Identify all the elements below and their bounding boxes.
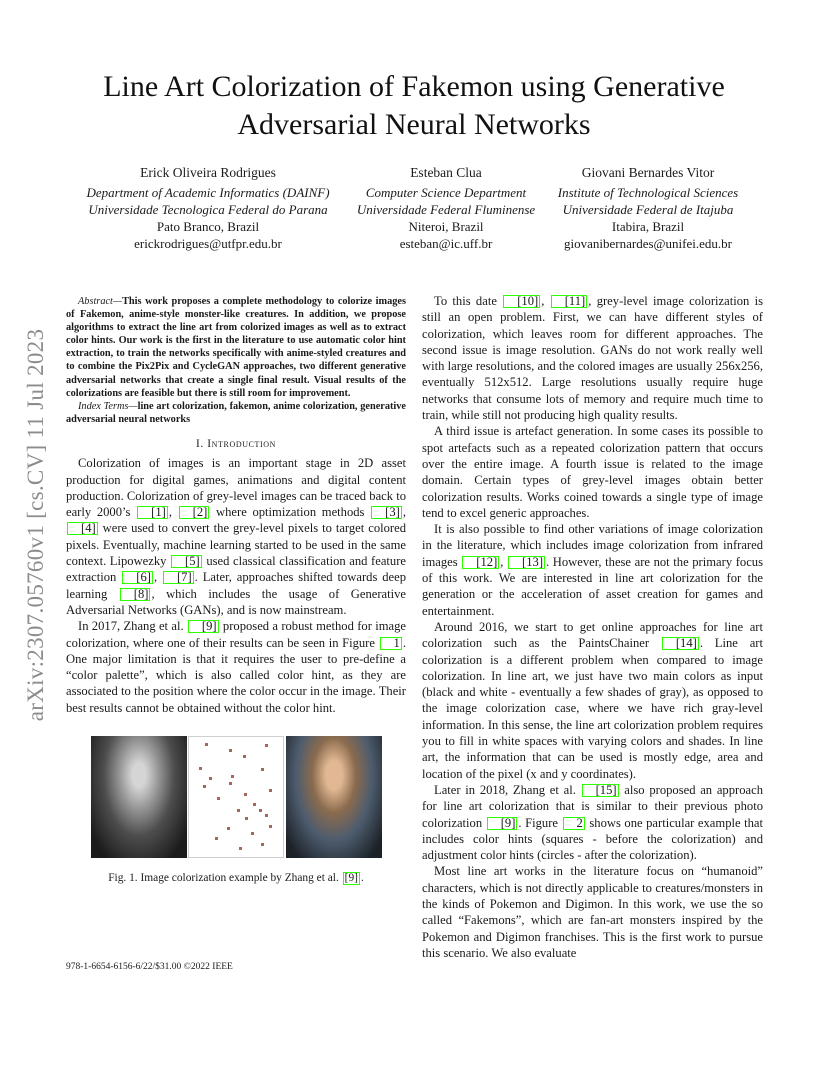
author-institution: Universidade Federal Fluminense xyxy=(356,202,536,217)
text-run: . However, these are not the primary focus of this work. We are interested in line art colorization for the generation or the acceleration of asset creation for games and entertainment. xyxy=(422,554,763,618)
citation-number: 9 xyxy=(348,871,355,884)
text-run: also proposed an approach for line art colorization that is similar to their previous photo colorization xyxy=(422,782,763,830)
citation-link[interactable]: [10] xyxy=(503,295,540,308)
colorized-photo xyxy=(286,736,382,858)
color-hint xyxy=(269,825,272,828)
author-block-2 xyxy=(350,164,542,252)
author-email: giovanibernardes@unifei.edu.br xyxy=(564,236,732,251)
figure-link[interactable]: 2 xyxy=(563,817,585,830)
grayscale-photo xyxy=(91,736,187,858)
color-hint xyxy=(239,847,242,850)
author-email: erickrodrigues@utfpr.edu.br xyxy=(134,236,282,251)
paragraph xyxy=(422,619,763,782)
citation-number: 2 xyxy=(196,505,204,520)
figure-1 xyxy=(66,727,406,897)
text-run: where optimization methods xyxy=(210,505,371,520)
author-institution: Universidade Federal de Itajuba xyxy=(562,202,734,217)
citation-number: 5 xyxy=(189,554,196,569)
color-hint xyxy=(261,843,264,846)
index-terms xyxy=(66,400,406,426)
citation-number: 12 xyxy=(480,554,494,569)
paragraph: Colorization of images is an important stage in 2D asset production for digital games, animations and digital content production. Colorization of grey-level images can be traced back to early 2000’s [1] , [2] where optimization methods [3] , [4] were used to convert the grey-level pixels to target colored pixels. Eventually, machine learning started to be used in the same context. Lipowezky [5] used classical classification and feature extraction [6] , [7] . Later, approaches shifted towards deep learning [8] , which includes the usage of Generative Adversarial Networks (GANs), and is now mainstream. xyxy=(66,456,406,617)
citation-link[interactable]: [9] xyxy=(487,817,518,830)
citation-link[interactable]: [6] xyxy=(122,571,153,584)
author-name: Esteban Clua xyxy=(410,165,482,180)
citation-number: 6 xyxy=(140,570,147,585)
section-heading: I. Introduction xyxy=(195,437,277,450)
abstract xyxy=(66,295,406,400)
caption-text: Fig. 1. Image colorization example by Zhang et al. xyxy=(108,871,342,884)
copyright-footer: 978-1-6654-6156-6/22/$31.00 ©2022 IEEE xyxy=(66,962,233,972)
left-column xyxy=(66,295,406,897)
citation-number: 8 xyxy=(137,586,145,601)
text-run: . Later, approaches shifted towards deep learning xyxy=(66,570,406,601)
citation-link[interactable]: [11] xyxy=(551,295,588,308)
author-dept: Department of Academic Informatics (DAINF) xyxy=(86,185,330,200)
color-hint xyxy=(243,755,246,758)
author-block-3 xyxy=(548,164,748,252)
citation-link[interactable]: [9] xyxy=(188,620,219,633)
index-terms-text: line art colorization, fakemon, anime colorization, generative adversarial neural networks xyxy=(66,400,406,425)
citation-link[interactable]: [9] xyxy=(344,871,358,884)
author-location: Itabira, Brazil xyxy=(611,219,685,234)
color-hint xyxy=(251,832,254,835)
color-hint xyxy=(259,809,262,812)
citation-link[interactable]: [14] xyxy=(662,637,699,650)
figure-link[interactable]: 1 xyxy=(380,637,402,650)
citation-link[interactable]: [4] xyxy=(67,522,98,535)
paper-title: Line Art Colorization of Fakemon using Generative Adversarial Neural Networks xyxy=(103,70,725,141)
citation-link[interactable]: [8] xyxy=(120,588,151,601)
paragraph: Most line art works in the literature focus on “humanoid” characters, which is not directly applicable to creatures/monsters in the kinds of Pokemon and Digimon. In this work, we use the so called “Fakemons”, which are fan-art monsters inspired by the Pokemon and Digimon franchises. This is the first work to pursue this scenario. We also evaluate xyxy=(422,864,763,960)
text-run: . One major limitation is that it requires the user to pre-define a “color palette”, which is also called color hint, as they are associated to the position where the color occur in the image. Their best results cannot be obtained without the color hint. xyxy=(66,635,406,715)
color-hint xyxy=(231,775,234,778)
color-hint xyxy=(261,768,264,771)
paragraph: To this date [10] , [11] , grey-level image colorization is still an open problem. First, we can have different styles of colorization, which leaves room for different approaches. The second issue is image resolution. GANs do not work really well with large resolutions, and the colored images are usually 256x256, eventually 512x512. Large resolutions usually require huge networks that consume lots of memory and require much time to train, while still not producing high quality results. xyxy=(422,294,763,423)
citation-number: 10 xyxy=(521,294,535,308)
text-run: , which includes the usage of Generative Adversarial Networks (GANs), and is now mainstream. xyxy=(66,586,406,617)
color-hint-map xyxy=(188,736,284,858)
color-hint xyxy=(229,782,232,785)
text-run: . Line art colorization is a different problem when compared to image colorization. In line art, we just have two main colors as input (black and white - eventually a few shades of gray), as opposed to the image colorization case, where we have rich gray-level information. In this sense, the line art colorization problem requires you to fill in white spaces with varying colors and shades. In line art, the information that can be used is mostly edge, area and location of the pixel (x and y coordinates). xyxy=(422,636,763,781)
citation-number: 1 xyxy=(155,505,162,520)
text-run: shows one particular example that includes color hints (squares - before the colorization) and adjustment color hints (circles - after the colorization). xyxy=(422,815,764,863)
text-run: In 2017, Zhang et al. xyxy=(78,619,187,634)
citation-number: 15 xyxy=(599,782,613,797)
citation-number: 9 xyxy=(206,619,213,634)
citation-number: 13 xyxy=(526,554,539,569)
citation-number: 9 xyxy=(504,815,512,830)
color-hint xyxy=(199,767,202,770)
text-run: Colorization of images is an important stage in 2D asset production for digital games, animations and digital content production. Colorization of grey-level images can be traced back to early 2000’s xyxy=(66,456,406,520)
color-hint xyxy=(253,803,256,806)
text-run: were used to convert the grey-level pixels to target colored pixels. Eventually, machine learning started to be used in the same context. Lipowezky xyxy=(66,521,406,569)
paragraph: A third issue is artefact generation. In some cases its possible to spot artefacts such as a repeated colorization pattern that occurs over the entire image. A fourth issue is related to the image domain. Certain types of grey-level images obtain better colorization results. Works coined towards a single type of image tend to excel generic approaches. xyxy=(422,424,763,520)
author-name: Erick Oliveira Rodrigues xyxy=(140,165,276,180)
text-run: proposed a robust method for image colorization, where one of their results can be seen in Figure xyxy=(66,619,406,650)
color-hint xyxy=(265,814,268,817)
text-run: To this date xyxy=(434,294,503,308)
caption-text: . xyxy=(360,871,364,884)
citation-link[interactable]: [12] xyxy=(462,556,499,569)
author-location: Pato Branco, Brazil xyxy=(156,219,260,234)
color-hint xyxy=(203,785,206,788)
citation-number: 14 xyxy=(680,636,693,651)
citation-link[interactable]: [13] xyxy=(508,556,545,569)
color-hint xyxy=(237,809,240,812)
figure-caption xyxy=(66,870,406,886)
paragraph xyxy=(422,782,763,863)
color-hint xyxy=(245,817,248,820)
text-run: Later in 2018, Zhang et al. xyxy=(434,782,581,797)
author-email: esteban@ic.uff.br xyxy=(399,236,493,251)
author-block-1 xyxy=(72,164,344,252)
paragraph: It is also possible to find other variations of image colorization in the literature, which includes image colorization from infrared images [12] , [13] . However, these are not the primary focus of this work. We are interested in line art colorization for the generation or the acceleration of asset creation for games and entertainment. xyxy=(422,522,763,618)
arxiv-identifier-text: arXiv:2307.05760v1 [cs.CV] 11 Jul 2023 xyxy=(23,328,48,722)
paragraph xyxy=(66,618,406,716)
color-hint xyxy=(265,744,268,747)
color-hint xyxy=(217,797,220,800)
arxiv-identifier xyxy=(16,290,56,760)
color-hint xyxy=(227,827,230,830)
color-hint xyxy=(269,789,272,792)
color-hint xyxy=(209,777,212,780)
abstract-text: This work proposes a complete methodology to colorize images of Fakemon, anime-style monster-like creatures. In addition, we propose algorithms to extract the line art from colorized images as well as to extract color hints. Our work is the first in the literature to use automatic color hint extraction, to train the networks specifically with anime-styled creatures and to combine the Pix2Pix and CycleGAN approaches, two different generative adversarial networks that create a single final result. Visual results of the colorizations are feasible but there is still room for improvement. xyxy=(66,296,406,399)
index-terms-label: Index Terms— xyxy=(78,400,138,412)
author-institution: Universidade Tecnologica Federal do Parana xyxy=(88,202,328,217)
author-dept: Institute of Technological Sciences xyxy=(557,185,739,200)
citation-number: 11 xyxy=(568,294,582,308)
text-run: . Figure xyxy=(518,815,562,830)
author-name: Giovani Bernardes Vitor xyxy=(581,165,715,180)
author-dept: Computer Science Department xyxy=(365,185,527,200)
author-location: Niteroi, Brazil xyxy=(408,219,484,234)
color-hint xyxy=(205,743,208,746)
text-run: Around 2016, we start to get online approaches for line art colorization such as the PaintsChainer xyxy=(422,619,763,651)
citation-number: 3 xyxy=(389,505,396,520)
citation-link[interactable]: [15] xyxy=(582,784,619,797)
color-hint xyxy=(215,837,218,840)
right-column xyxy=(422,293,763,961)
citation-link[interactable]: [7] xyxy=(163,571,194,584)
citation-number: 7 xyxy=(181,570,188,585)
text-run: , grey-level image colorization is still an open problem. First, we can have different styles of colorization, which leaves room for different approaches. The second issue is image resolution. GANs do not work really well with large resolutions, and the colored images are usually 256x256, eventually 512x512. Large resolutions usually require huge networks that consume lots of memory and require much time to train, while still not producing high quality results. xyxy=(422,294,763,423)
citation-link[interactable]: [5] xyxy=(171,555,202,568)
citation-link[interactable]: [1] xyxy=(137,506,168,519)
color-hint xyxy=(244,793,247,796)
citation-link[interactable]: [3] xyxy=(371,506,402,519)
citation-link[interactable]: [2] xyxy=(179,506,210,519)
citation-number: 4 xyxy=(85,521,92,536)
text-run: It is also possible to find other variations of image colorization in the literature, which includes image colorization from infrared images xyxy=(422,522,763,569)
abstract-label: Abstract— xyxy=(78,296,123,307)
color-hint xyxy=(229,749,232,752)
text-run: used classical classification and feature extraction xyxy=(66,554,406,585)
